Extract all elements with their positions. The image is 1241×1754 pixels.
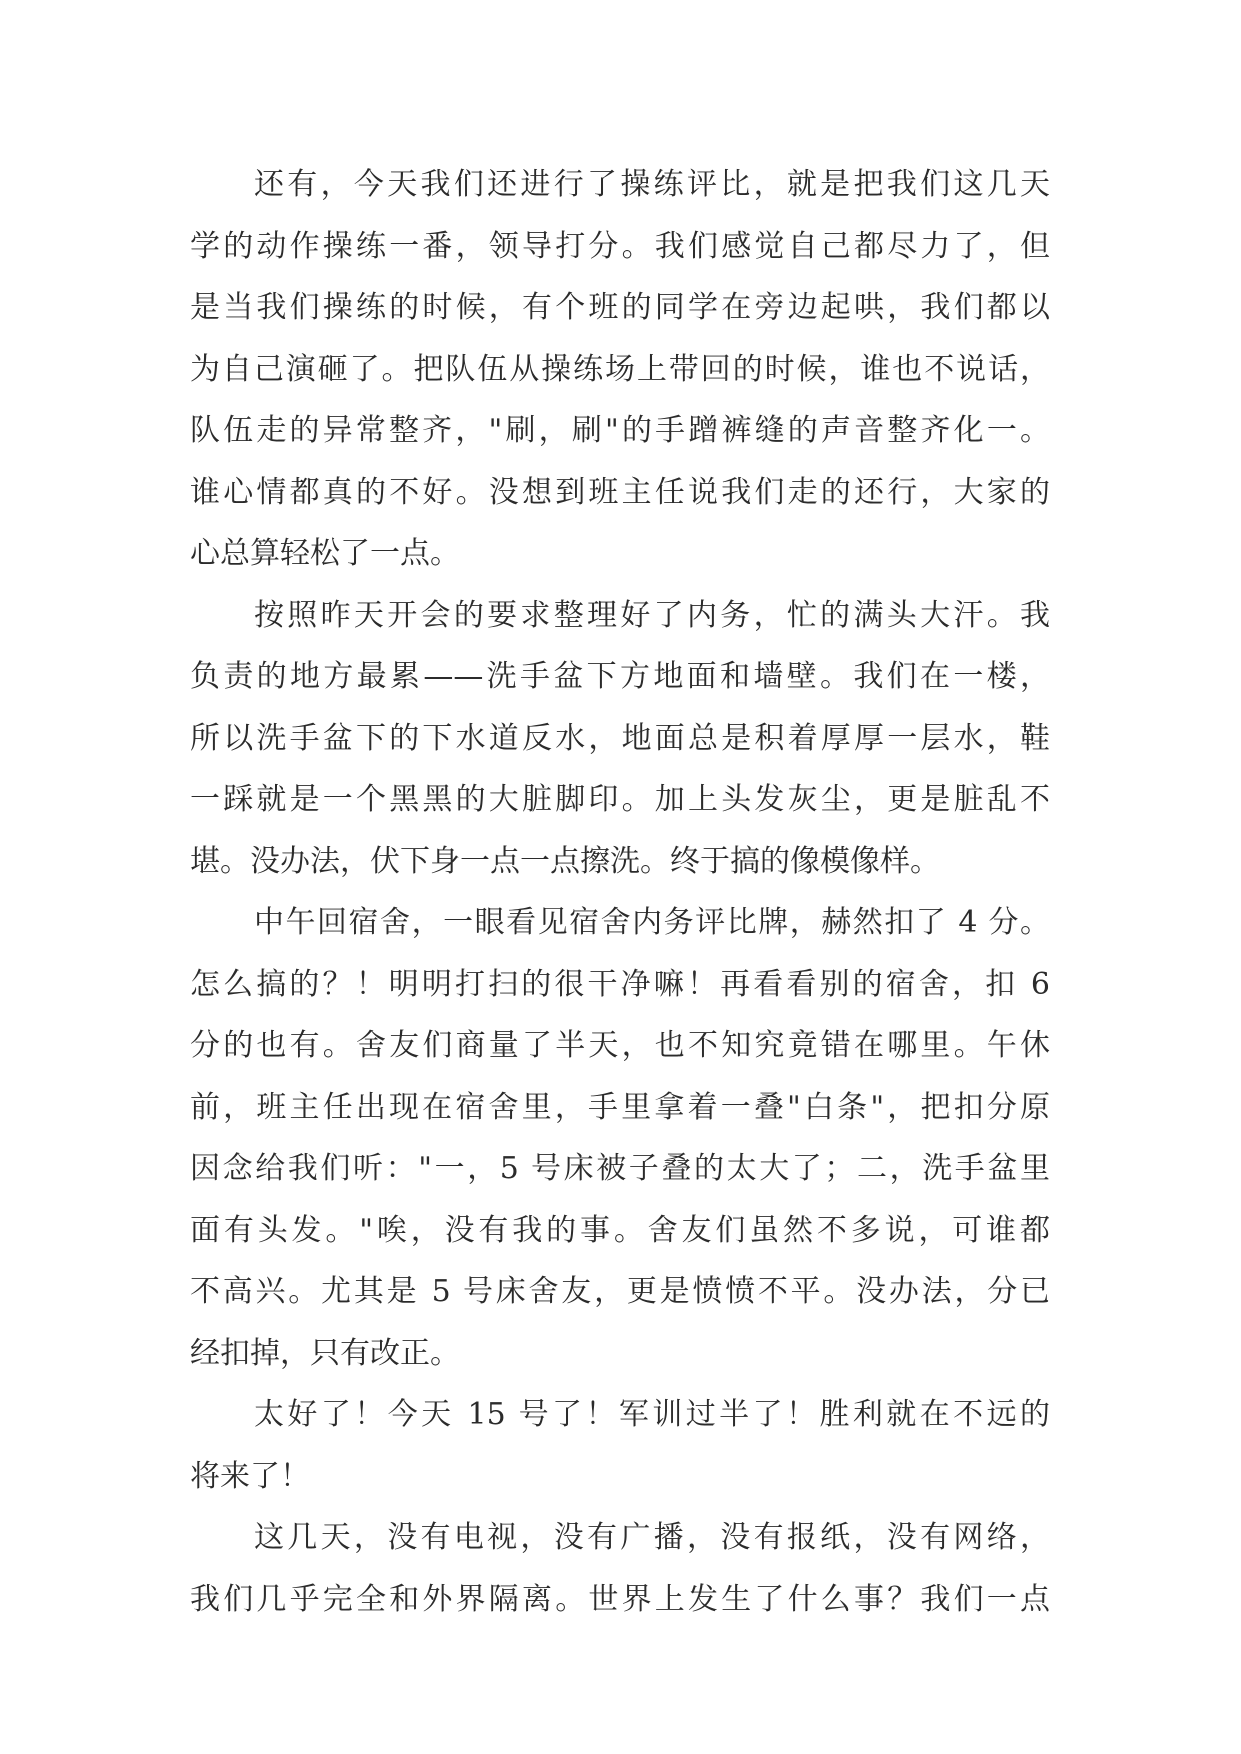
- text-line: 怎么搞的？！明明打扫的很干净嘛！再看看别的宿舍，扣 6: [190, 966, 1050, 1002]
- text-line: 中午回宿舍，一眼看见宿舍内务评比牌，赫然扣了 4 分。: [254, 905, 1050, 940]
- document-body: [190, 154, 1050, 1630]
- paragraph-2: [190, 585, 1050, 893]
- paragraph-3: [190, 892, 1050, 1384]
- text-line: 因念给我们听："一，5 号床被子叠的太大了；二，洗手盆里: [190, 1151, 1050, 1186]
- text-line: 学的动作操练一番，领导打分。我们感觉自己都尽力了，但: [190, 228, 1050, 264]
- text-line: 心总算轻松了一点。: [190, 536, 460, 571]
- text-line: 分的也有。舍友们商量了半天，也不知究竟错在哪里。午休: [190, 1028, 1050, 1063]
- text-line: 负责的地方最累——洗手盆下方地面和墙壁。我们在一楼，: [190, 659, 1050, 694]
- text-line: 我们几乎完全和外界隔离。世界上发生了什么事？我们一点: [190, 1581, 1050, 1617]
- text-line: 面有头发。"唉，没有我的事。舍友们虽然不多说，可谁都: [190, 1212, 1050, 1248]
- text-line: 这几天，没有电视，没有广播，没有报纸，没有网络，: [254, 1520, 1050, 1555]
- text-line: 为自己演砸了。把队伍从操练场上带回的时候，谁也不说话，: [190, 351, 1050, 387]
- paragraph-1: [190, 154, 1050, 585]
- paragraph-5: [190, 1507, 1050, 1630]
- text-line: 还有，今天我们还进行了操练评比，就是把我们这几天: [254, 167, 1050, 202]
- text-line: 一踩就是一个黑黑的大脏脚印。加上头发灰尘，更是脏乱不: [190, 782, 1050, 817]
- text-line: 队伍走的异常整齐，"刷，刷"的手蹭裤缝的声音整齐化一。: [190, 413, 1050, 448]
- text-line: 谁心情都真的不好。没想到班主任说我们走的还行，大家的: [190, 474, 1050, 510]
- text-line: 太好了！今天 15 号了！军训过半了！胜利就在不远的: [254, 1397, 1050, 1432]
- text-line: 前，班主任出现在宿舍里，手里拿着一叠"白条"，把扣分原: [190, 1089, 1050, 1125]
- text-line: 不高兴。尤其是 5 号床舍友，更是愤愤不平。没办法，分已: [190, 1274, 1050, 1309]
- text-line: 经扣掉，只有改正。: [190, 1335, 460, 1371]
- text-line: 按照昨天开会的要求整理好了内务，忙的满头大汗。我: [254, 597, 1050, 633]
- text-line: 是当我们操练的时候，有个班的同学在旁边起哄，我们都以: [190, 290, 1050, 325]
- text-line: 所以洗手盆下的下水道反水，地面总是积着厚厚一层水，鞋: [190, 720, 1050, 756]
- text-line: 堪。没办法，伏下身一点一点擦洗。终于搞的像模像样。: [190, 843, 940, 879]
- text-line: 将来了！: [190, 1458, 310, 1494]
- paragraph-4: [190, 1384, 1050, 1507]
